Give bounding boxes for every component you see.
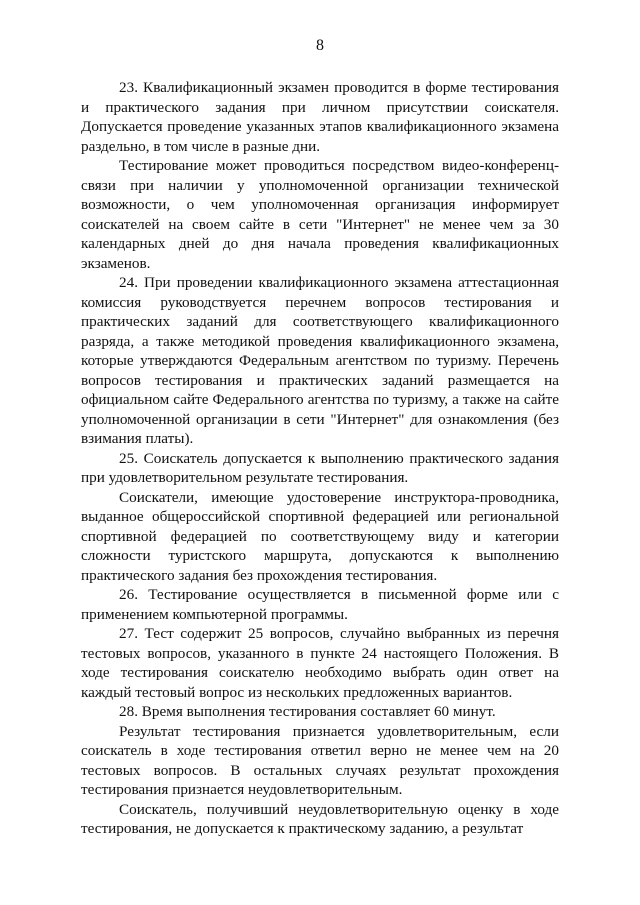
- paragraph-unsatisfactory: Соискатель, получивший неудовлетворительную оценку в ходе тестирования, не допускается к практическому заданию, а результат: [81, 800, 559, 837]
- paragraph-26: 26. Тестирование осуществляется в письменной форме или с применением компьютерной программы.: [81, 586, 559, 623]
- paragraph-instructor-exemption: Соискатели, имеющие удостоверение инструктора-проводника, выданное общероссийской спортивной федерацией или региональной спортивной федерацией по соответствующему виду и категории сложности туристского маршрута, допускаются к выполнению практического задания без прохождения тестирования.: [81, 488, 559, 584]
- paragraph-24: 24. При проведении квалификационного экзамена аттестационная комиссия руководствуется перечнем вопросов тестирования и практических заданий для соответствующего квалификационного разряда, а также методикой проведения квалификационного экзамена, которые утверждаются Федеральным агентством по туризму. Перечень вопросов тестирования и практических заданий размещается на официальном сайте Федерального агентства по туризму, а также на сайте уполномоченной организации в сети "Интернет" для ознакомления (без взимания платы).: [81, 274, 559, 447]
- paragraph-28: 28. Время выполнения тестирования составляет 60 минут.: [119, 703, 496, 720]
- paragraph-video-conference: Тестирование может проводиться посредством видео-конференц-связи при наличии у уполномоченной организации технической возможности, о чем уполномоченная организация информирует соискателей на своем сайте в сети "Интернет" не менее чем за 30 календарных дней до дня начала проведения квалификационных экзаменов.: [81, 157, 559, 272]
- page-number: 8: [316, 37, 324, 54]
- paragraph-23: 23. Квалификационный экзамен проводится в форме тестирования и практического задания при личном присутствии соискателя. Допускается проведение указанных этапов квалификационного экзамена раздельно, в том числе в разные дни.: [81, 79, 559, 155]
- paragraph-test-result: Результат тестирования признается удовлетворительным, если соискатель в ходе тестирования ответил верно не менее чем на 20 тестовых вопросов. В остальных случаях результат прохождения тестирования признается неудовлетворительным.: [81, 722, 559, 798]
- document-body: [81, 78, 559, 839]
- paragraph-25: 25. Соискатель допускается к выполнению практического задания при удовлетворительном результате тестирования.: [81, 449, 559, 486]
- paragraph-27: 27. Тест содержит 25 вопросов, случайно выбранных из перечня тестовых вопросов, указанного в пункте 24 настоящего Положения. В ходе тестирования соискателю необходимо выбрать один ответ на каждый тестовый вопрос из нескольких предложенных вариантов.: [81, 625, 559, 701]
